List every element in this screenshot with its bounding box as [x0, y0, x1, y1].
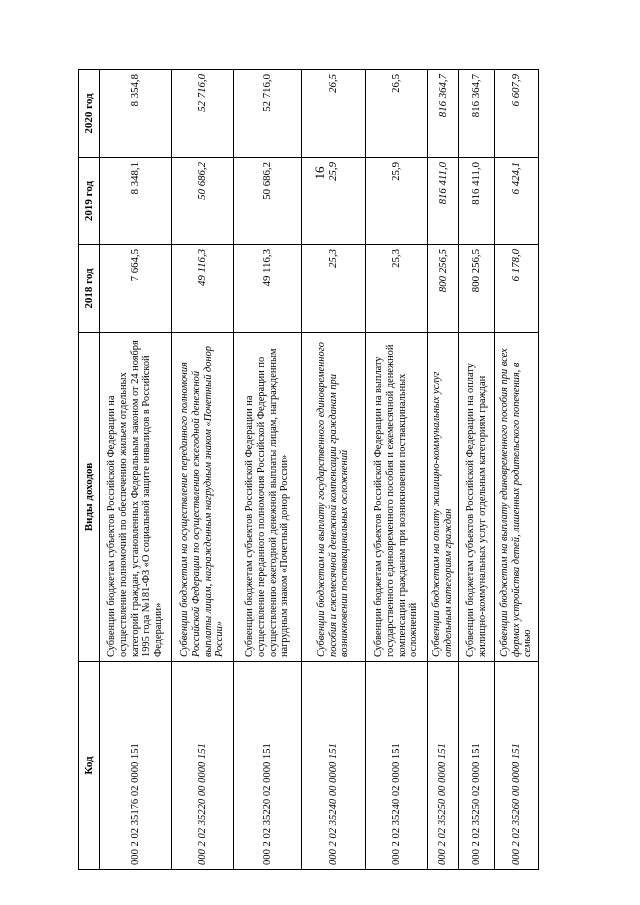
table-row [302, 70, 366, 870]
row-description: Субвенции бюджетам субъектов Российской Федерации на оплату жилищно-коммунальных услуг отдельным категориям граждан [459, 333, 495, 662]
row-code: 000 2 02 35260 00 0000 151 [495, 662, 539, 870]
table-body [100, 70, 539, 870]
row-code: 000 2 02 35220 02 0000 151 [234, 662, 302, 870]
row-code: 000 2 02 35220 00 0000 151 [172, 662, 234, 870]
row-value-2020: 26,5 [302, 70, 366, 158]
header-code: Код [79, 662, 100, 870]
header-2020: 2020 год [79, 70, 100, 158]
row-description: Субвенции бюджетам на выплату государственного единовременного пособия и ежемесячной денежной компенсации гражданам при возникновении поствакцинальных осложнений [302, 333, 366, 662]
row-code: 000 2 02 35250 00 0000 151 [428, 662, 459, 870]
row-value-2020: 6 607,9 [495, 70, 539, 158]
row-value-2019: 50 686,2 [234, 158, 302, 245]
row-value-2018: 800 256,5 [428, 245, 459, 333]
row-value-2019: 816 411,0 [428, 158, 459, 245]
table-row [100, 70, 172, 870]
header-2019: 2019 год [79, 158, 100, 245]
row-value-2018: 25,3 [302, 245, 366, 333]
table-row [428, 70, 459, 870]
row-value-2018: 800 256,5 [459, 245, 495, 333]
row-value-2019: 25,9 [366, 158, 428, 245]
row-value-2019: 816 411,0 [459, 158, 495, 245]
row-code: 000 2 02 35240 00 0000 151 [302, 662, 366, 870]
row-value-2019: 25,9 [302, 158, 366, 245]
table-row [172, 70, 234, 870]
header-2018: 2018 год [79, 245, 100, 333]
budget-table [78, 69, 539, 870]
row-description: Субвенции бюджетам субъектов Российской Федерации на выплату государственного единовременного пособия и ежемесячной денежной компенсации гражданам при возникновении поствакцинальных осложнений [366, 333, 428, 662]
row-value-2020: 52 716,0 [234, 70, 302, 158]
row-code: 000 2 02 35250 02 0000 151 [459, 662, 495, 870]
header-type: Виды доходов [79, 333, 100, 662]
row-value-2019: 50 686,2 [172, 158, 234, 245]
row-description: Субвенции бюджетам на оплату жилищно-коммунальных услуг отдельным категориям граждан [428, 333, 459, 662]
table-row [459, 70, 495, 870]
row-description: Субвенции бюджетам субъектов Российской Федерации на осуществление полномочий по обеспечению жильем отдельных категорий граждан, установленных Федеральным законом от 24 ноября 1995 года №181-ФЗ «О социальной защите инвалидов в Российской Федерации» [100, 333, 172, 662]
budget-table-container [78, 70, 544, 870]
row-description: Субвенции бюджетам субъектов Российской Федерации на осуществление переданного полномочия Российской Федерации по осуществлению ежегодной денежной выплаты лицам, награжденным нагрудным знаком «Почетный донор России» [234, 333, 302, 662]
table-row [366, 70, 428, 870]
row-value-2020: 816 364,7 [428, 70, 459, 158]
row-code: 000 2 02 35176 02 0000 151 [100, 662, 172, 870]
table-row [234, 70, 302, 870]
row-value-2019: 8 348,1 [100, 158, 172, 245]
row-value-2020: 52 716,0 [172, 70, 234, 158]
row-value-2018: 49 116,3 [172, 245, 234, 333]
table-header-row [79, 70, 100, 870]
page-number: 16 [312, 166, 327, 180]
row-value-2018: 49 116,3 [234, 245, 302, 333]
row-value-2020: 8 354,8 [100, 70, 172, 158]
table-row [495, 70, 539, 870]
row-value-2020: 816 364,7 [459, 70, 495, 158]
row-description: Субвенции бюджетам на осуществление переданного полномочия Российской Федерации по осуществлению ежегодной денежной выплаты лицам, награжденным нагрудным знаком «Почетный донор России» [172, 333, 234, 662]
row-value-2019: 6 424,1 [495, 158, 539, 245]
row-value-2018: 25,3 [366, 245, 428, 333]
row-value-2020: 26,5 [366, 70, 428, 158]
row-description: Субвенции бюджетам на выплату единовременного пособия при всех формах устройства детей, лишенных родительского попечения, в семью [495, 333, 539, 662]
row-code: 000 2 02 35240 02 0000 151 [366, 662, 428, 870]
row-value-2018: 7 664,5 [100, 245, 172, 333]
row-value-2018: 6 178,0 [495, 245, 539, 333]
